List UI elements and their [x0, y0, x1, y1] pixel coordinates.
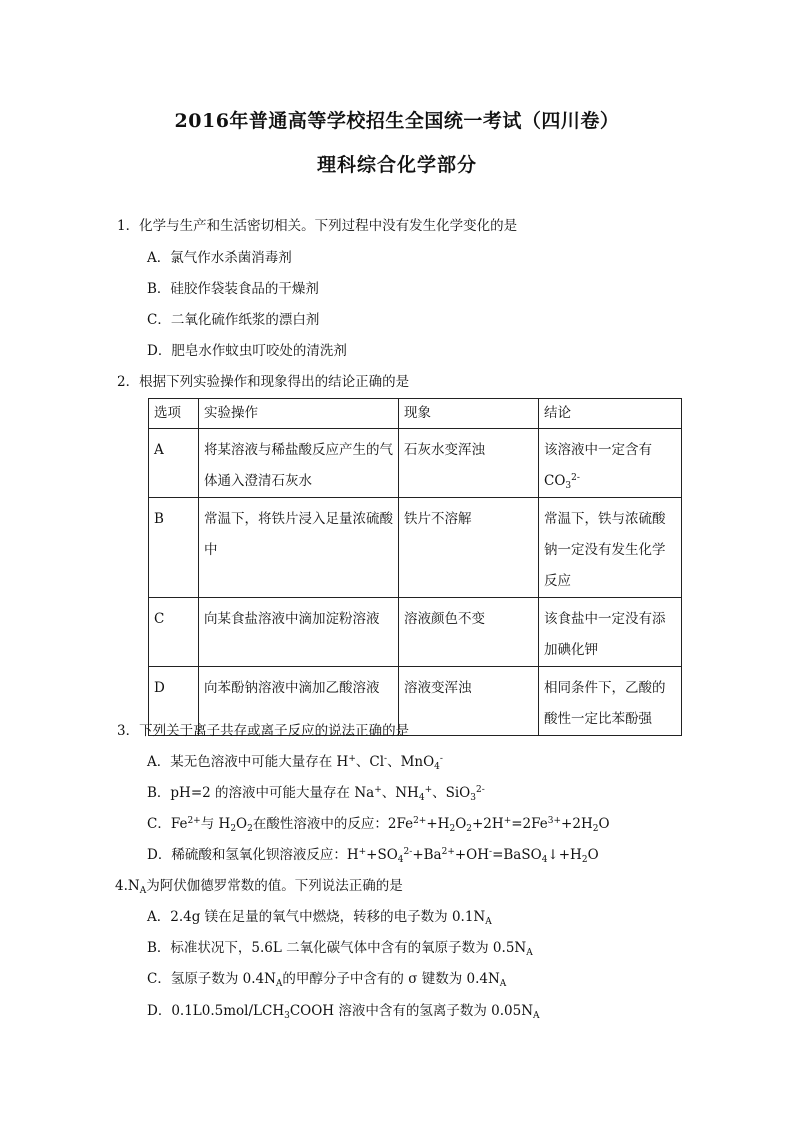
question-3-option-d: D．稀硫酸和氢氧化钡溶液反应：$H^++SO_4^{2-}+Ba^{2+}+OH^-=BaSO_4↓+H_2O$ [147, 847, 599, 865]
question-4-option-c: C．氢原子数为 $0.4N_A$的甲醇分子中含有的 σ 键数为 $0.4N_A$ [147, 971, 507, 989]
question-3-option-a: A．某无色溶液中可能大量存在 H+、Cl-、MnO$_4$- [147, 754, 443, 772]
exam-subtitle: 理科综合化学部分 [316, 154, 477, 176]
header-operation: 实验操作 [199, 399, 399, 429]
header-conclusion: 结论 [539, 399, 682, 429]
row-option: C [149, 598, 199, 667]
row-conclusion: 该食盐中一定没有添加碘化钾 [539, 598, 682, 667]
question-4-stem: $4.N_A$为阿伏伽德罗常数的值。下列说法正确的是 [115, 878, 403, 896]
question-3-option-c: C．$Fe^{2+}$与 $H_2O_2$在酸性溶液中的反应：$2Fe^{2+}+H_2O_2+2H^+=2Fe^{3+}+2H_2O$ [147, 816, 610, 834]
question-1-option-a: A．氯气作水杀菌消毒剂 [147, 250, 292, 266]
question-3-option-b: B．pH=2 的溶液中可能大量存在 Na+、$NH_4^+$、SiO$_3^{2-}$ [147, 785, 485, 803]
experiment-table [148, 398, 682, 736]
table-row [149, 498, 682, 598]
row-phenomenon: 石灰水变浑浊 [399, 429, 539, 498]
row-option: D [149, 667, 199, 736]
question-1-stem: 1．化学与生产和生活密切相关。下列过程中没有发生化学变化的是 [117, 218, 518, 234]
row-operation: 向苯酚钠溶液中滴加乙酸溶液 [199, 667, 399, 736]
row-phenomenon: 铁片不溶解 [399, 498, 539, 598]
question-1-option-d: D．肥皂水作蚊虫叮咬处的清洗剂 [147, 343, 347, 359]
row-option: B [149, 498, 199, 598]
table-row [149, 429, 682, 498]
table-header-row [149, 399, 682, 429]
row-phenomenon: 溶液变浑浊 [399, 667, 539, 736]
row-operation: 常温下，将铁片浸入足量浓硫酸中 [199, 498, 399, 598]
question-4-option-a: A．2.4g 镁在足量的氧气中燃烧，转移的电子数为 $0.1N_A$ [147, 909, 492, 927]
header-phenomenon: 现象 [399, 399, 539, 429]
question-3-stem: 3．下列关于离子共存或离子反应的说法正确的是 [117, 723, 410, 739]
question-4-option-d: D．$0.1L0.5mol/LCH_3COOH$ 溶液中含有的氢离子数为 $0.05N_A$ [147, 1003, 540, 1021]
question-1-option-c: C．二氧化硫作纸浆的漂白剂 [147, 312, 320, 328]
question-1-option-b: B．硅胶作袋装食品的干燥剂 [147, 281, 319, 297]
header-option: 选项 [149, 399, 199, 429]
row-option: A [149, 429, 199, 498]
row-conclusion: 相同条件下，乙酸的酸性一定比苯酚强 [539, 667, 682, 736]
table-row [149, 598, 682, 667]
row-conclusion: 常温下，铁与浓硫酸钠一定没有发生化学反应 [539, 498, 682, 598]
row-operation: 将某溶液与稀盐酸反应产生的气体通入澄清石灰水 [199, 429, 399, 498]
question-4-option-b: B．标准状况下，5.6L 二氧化碳气体中含有的氧原子数为 $0.5N_A$ [147, 940, 533, 958]
question-2-stem: 2．根据下列实验操作和现象得出的结论正确的是 [117, 374, 410, 390]
row-conclusion: 该溶液中一定含有 $CO_3^{2-}$ [539, 429, 682, 498]
row-operation: 向某食盐溶液中滴加淀粉溶液 [199, 598, 399, 667]
exam-title: 2016年普通高等学校招生全国统一考试（四川卷） [174, 110, 620, 132]
row-phenomenon: 溶液颜色不变 [399, 598, 539, 667]
